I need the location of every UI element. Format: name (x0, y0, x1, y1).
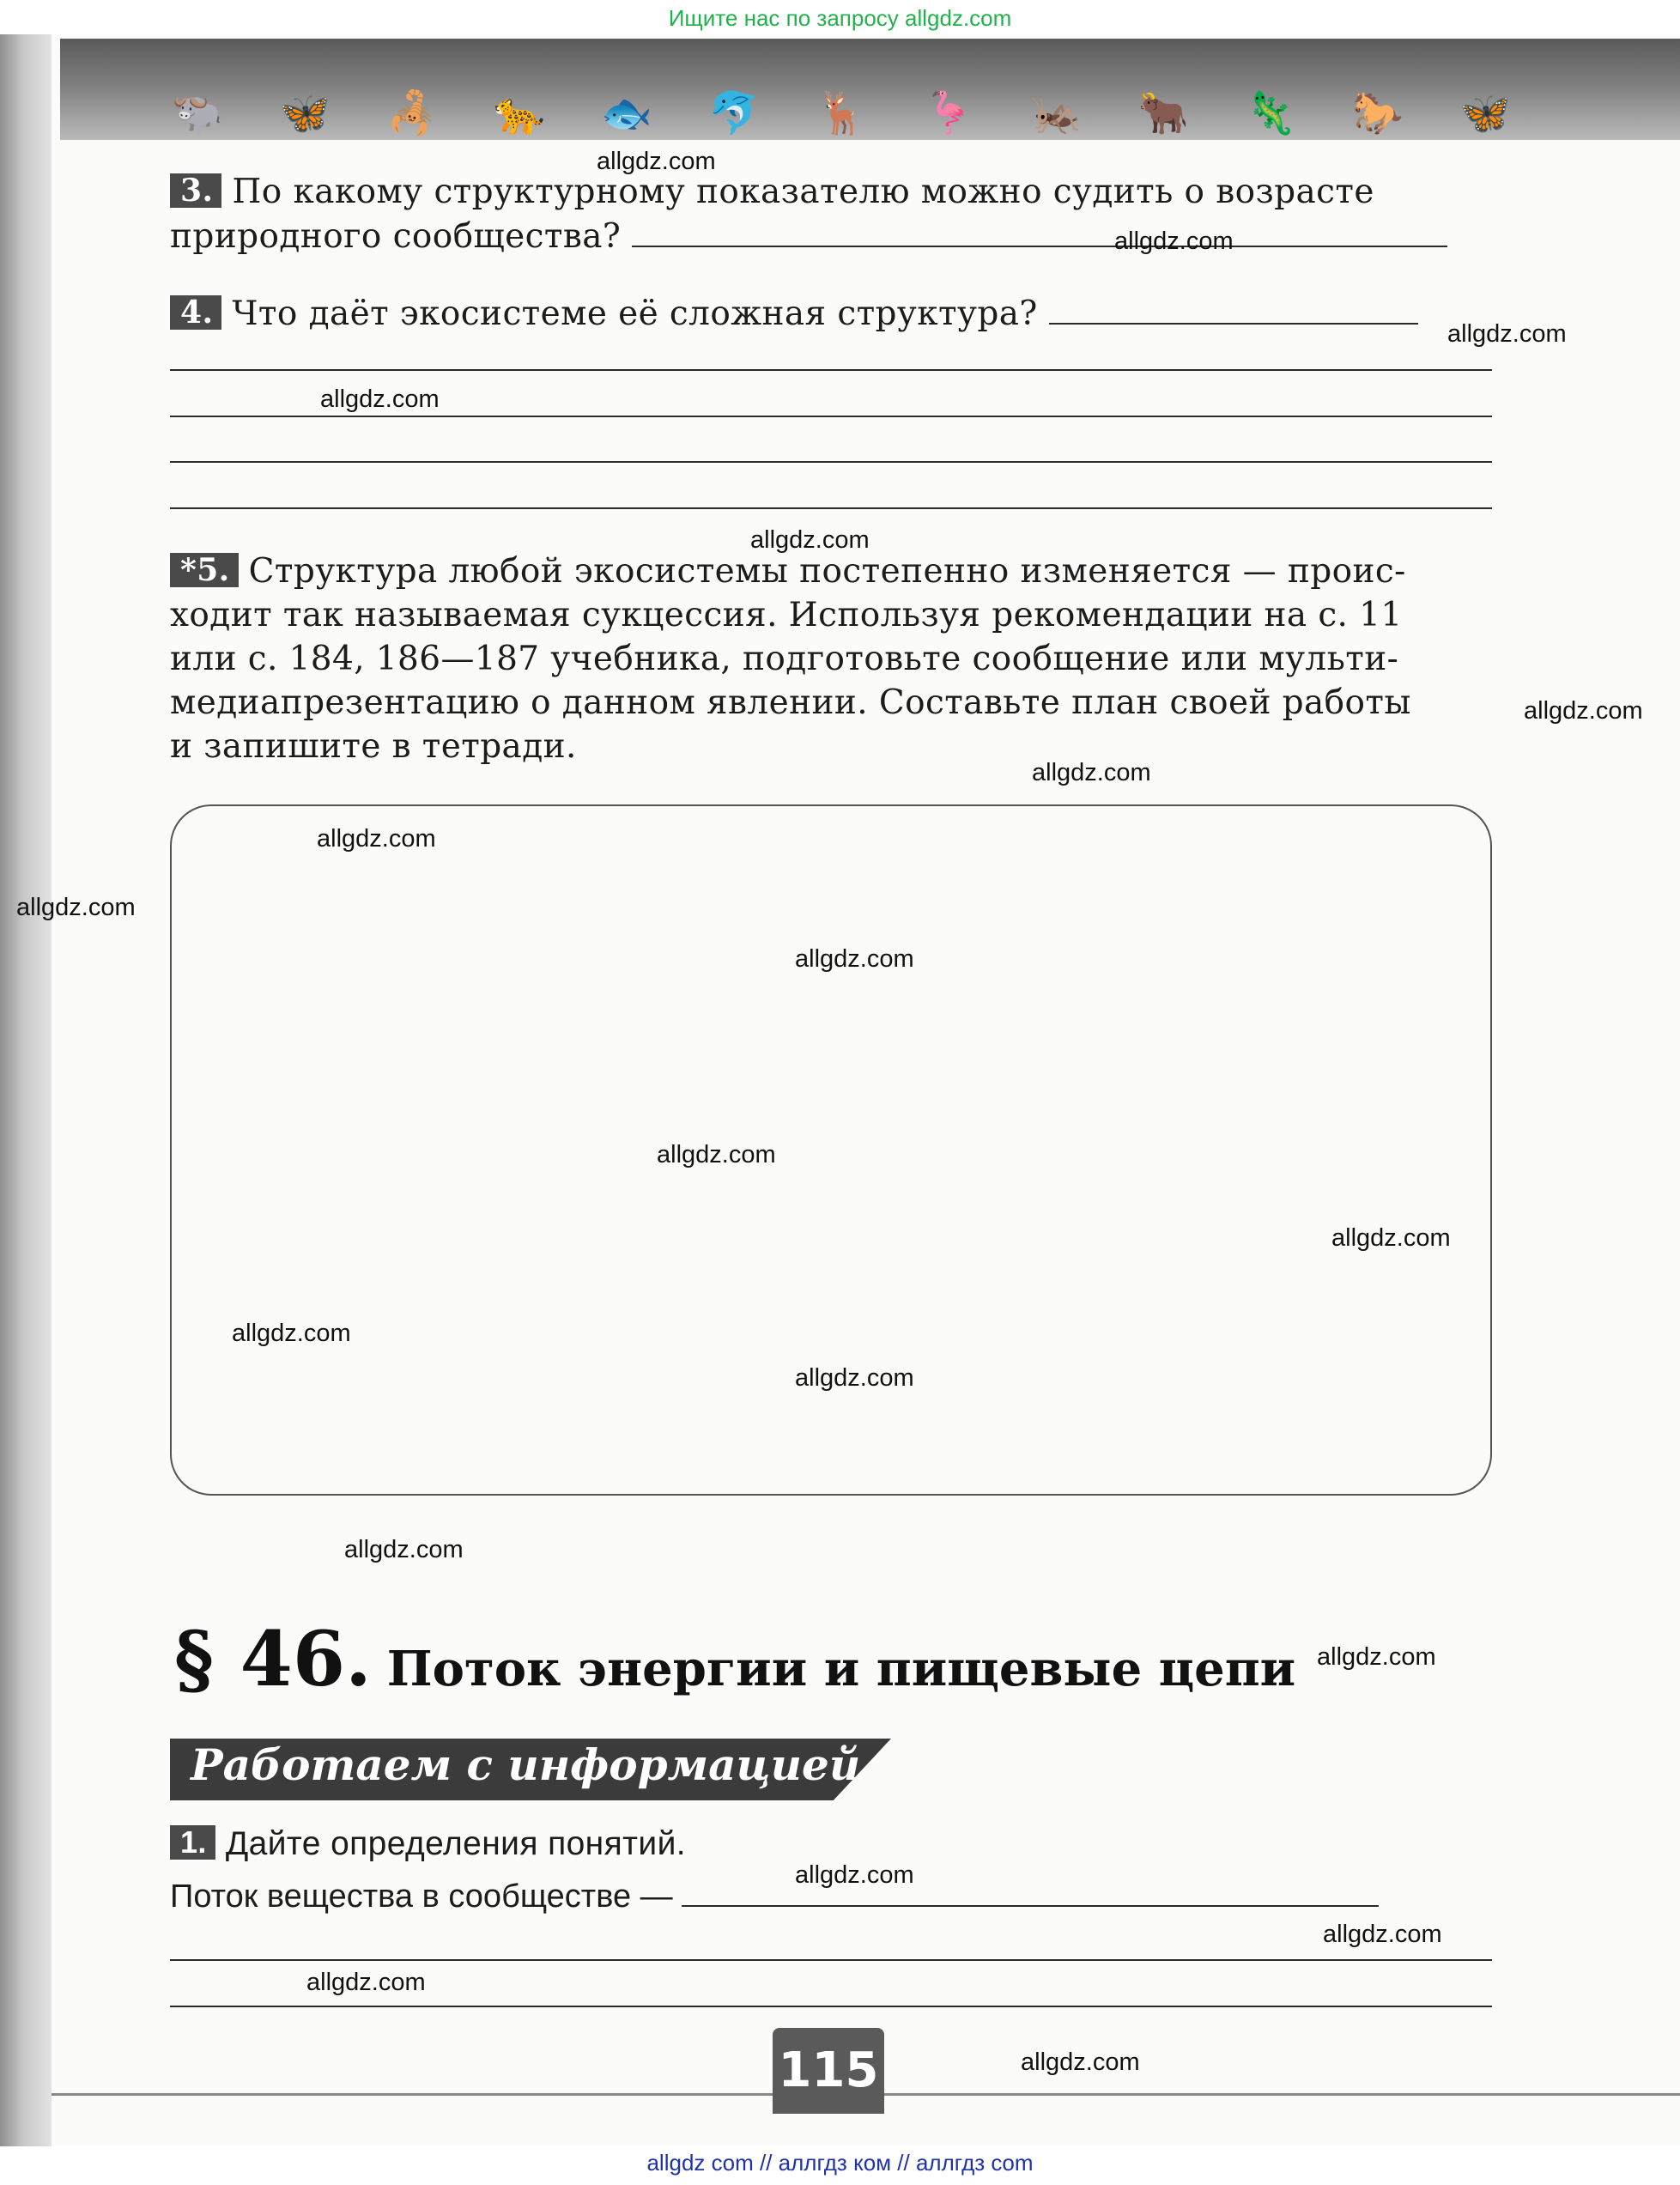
watermark: allgdz.com (1331, 1224, 1451, 1252)
watermark: allgdz.com (657, 1141, 776, 1168)
watermark: allgdz.com (1021, 2048, 1140, 2076)
watermark: allgdz.com (1447, 320, 1567, 348)
watermark: allgdz.com (1317, 1643, 1436, 1671)
watermark: allgdz.com (317, 825, 436, 853)
insect-icon: 🦗 (1030, 89, 1082, 137)
moth-icon: 🦋 (1459, 89, 1511, 137)
task-3-line-2: природного сообщества? (170, 215, 1492, 259)
watermark: allgdz.com (344, 1536, 464, 1563)
section-name: Поток энергии и пищевые цепи (386, 1641, 1296, 1697)
watermark: allgdz.com (1032, 759, 1151, 786)
watermark: allgdz.com (320, 385, 440, 413)
watermark: allgdz.com (1114, 228, 1234, 255)
watermark: allgdz.com (1524, 697, 1643, 725)
bottom-banner[interactable]: allgdz com // аллгдз ком // аллгдз com (646, 2150, 1034, 2176)
dolphin-icon: 🐬 (708, 89, 760, 137)
section-title (174, 1614, 1295, 1703)
watermark: allgdz.com (597, 148, 716, 175)
bull-icon: 🐂 (1137, 89, 1189, 137)
answer-line[interactable] (170, 461, 1492, 463)
task-number-badge: 3. (170, 173, 221, 208)
page-number: 115 (773, 2028, 884, 2114)
watermark: allgdz.com (795, 1364, 914, 1392)
watermark: allgdz.com (16, 894, 136, 921)
scorpion-icon: 🦂 (386, 89, 438, 137)
task-4 (170, 292, 1492, 337)
deer-icon: 🦌 (816, 89, 867, 137)
task-number-badge: 4. (170, 295, 221, 330)
answer-line[interactable] (170, 1959, 1492, 1961)
lizard-icon: 🦎 (1245, 89, 1296, 137)
horse-icon: 🐎 (1352, 89, 1404, 137)
task-number-badge: 1. (170, 1825, 215, 1860)
answer-line[interactable] (170, 507, 1492, 509)
butterfly-icon: 🦋 (279, 89, 331, 137)
answer-line[interactable] (170, 2006, 1492, 2007)
task-number-badge: *5. (170, 553, 239, 587)
answer-line[interactable] (632, 246, 1447, 247)
answer-line[interactable] (170, 416, 1492, 417)
watermark: allgdz.com (232, 1320, 351, 1347)
animal-silhouette-row (172, 89, 1511, 137)
watermark: allgdz.com (750, 526, 870, 554)
leopard-icon: 🐆 (494, 89, 545, 137)
task-5: *5. Структура любой экосистемы постепенно изменяется — проис- ходит так называемая сукцессия. Используя рекомендации на с. 11 или с. 184, 186—187 учебника, подготовьте сообщение или мульти- медиапрезентацию о данном явлении. Составьте план своей работы и запишите в тетради. (170, 552, 1411, 766)
task-1: 1. Дайте определения понятий. (170, 1822, 1492, 1866)
buffalo-icon: 🐃 (172, 89, 223, 137)
work-with-info-label: Работаем с информацией (191, 1739, 861, 1790)
task-4-line: 4. Что даёт экосистеме её сложная структура? (170, 292, 1492, 337)
watermark: allgdz.com (306, 1969, 426, 1996)
answer-line[interactable] (682, 1905, 1379, 1907)
fish-icon: 🐟 (601, 89, 652, 137)
task-3 (170, 170, 1492, 259)
answer-line[interactable] (1049, 323, 1418, 325)
answer-line[interactable] (170, 369, 1492, 371)
watermark: allgdz.com (795, 945, 914, 973)
definition-line: Поток вещества в сообществе — (170, 1878, 1492, 1915)
watermark: allgdz.com (795, 1861, 914, 1889)
watermark: allgdz.com (1323, 1921, 1442, 1948)
section-number: § 46. (174, 1614, 372, 1703)
task-3-line-1: 3. По какому структурному показателю можно судить о возрасте (170, 170, 1492, 215)
bird-icon: 🦩 (923, 89, 974, 137)
top-banner[interactable]: Ищите нас по запросу allgdz.com (668, 5, 1012, 31)
